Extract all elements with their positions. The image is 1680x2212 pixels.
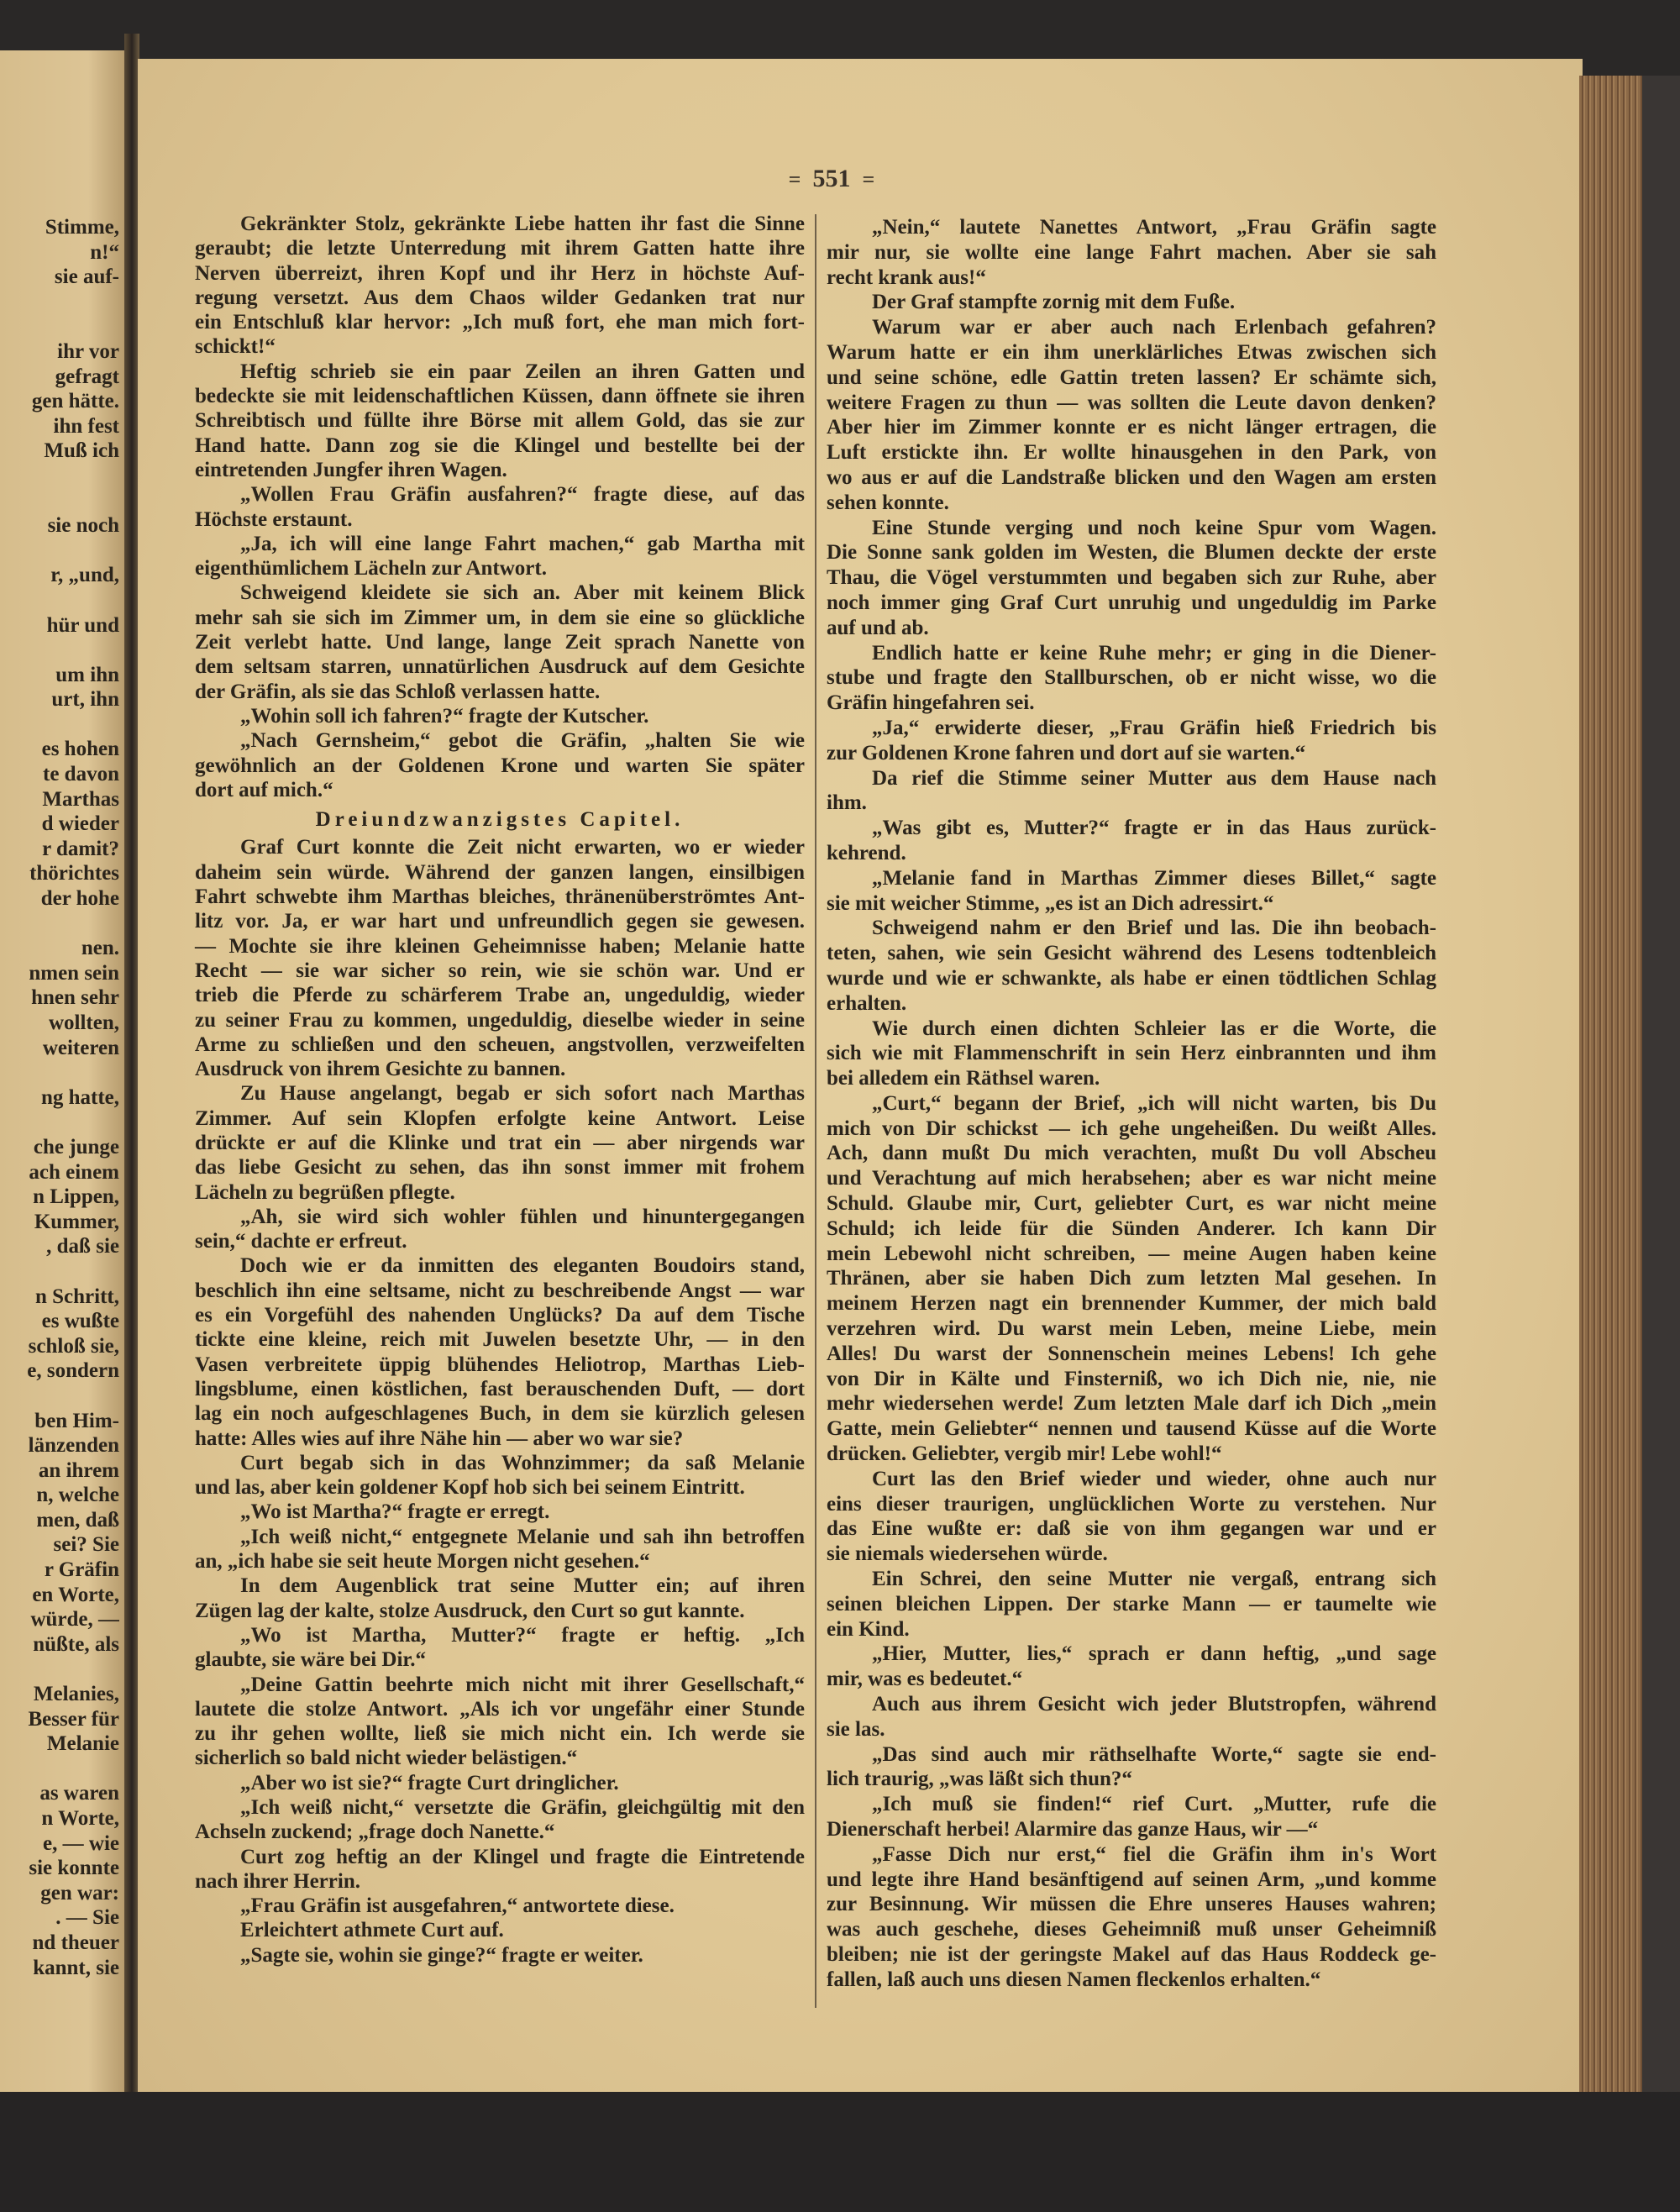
text-line: eintretenden Jungfer ihren Wagen. xyxy=(195,458,507,481)
text-line: Luft erstickte ihn. Er wollte hinausgehen in den Park, von xyxy=(827,441,1436,465)
text-line: trieb die Pferde zu schärferem Trabe an, ungeduldig, wieder xyxy=(195,984,805,1007)
text-line: „Ich weiß nicht,“ entgegnete Melanie und sah ihn betroffen xyxy=(240,1525,805,1548)
fragment-line: hnen sehr xyxy=(31,986,119,1010)
fragment-line: n Lippen, xyxy=(33,1185,119,1209)
text-line: schickt!“ xyxy=(195,335,276,359)
paragraph xyxy=(195,1081,805,1204)
text-line: hatte: Alles wies auf ihre Nähe hin — aber wo war sie? xyxy=(195,1427,684,1450)
fragment-line: sie noch xyxy=(47,514,119,538)
text-line: noch immer ging Graf Curt unruhig und ungeduldig im Parke xyxy=(827,591,1436,614)
fragment-line: d wieder xyxy=(41,812,119,836)
fragment-line: Besser für xyxy=(28,1707,119,1731)
text-line: und las, aber kein goldener Kopf hob sich bei seinem Eintritt. xyxy=(195,1476,745,1500)
book-cover-edge xyxy=(1642,76,1680,2109)
text-line: meinem Herzen nagt ein brennender Kummer, der mich bald xyxy=(827,1292,1436,1316)
fragment-line: Melanies, xyxy=(33,1683,119,1706)
text-line: „Frau Gräfin ist ausgefahren,“ antwortete diese. xyxy=(240,1894,675,1918)
text-line: beschlich ihn eine seltsame, nicht zu beschreibende Angst — war xyxy=(195,1279,805,1302)
fragment-line: nd theuer xyxy=(32,1931,119,1954)
text-line: verzehren wird. Du warst mein Leben, meine Liebe, mein xyxy=(827,1317,1436,1341)
text-line: Eine Stunde verging und noch keine Spur vom Wagen. xyxy=(872,516,1436,539)
text-line: mir nur, sie wollte eine lange Fahrt machen. Aber sie sah xyxy=(827,240,1436,264)
ornament-left: = xyxy=(788,167,801,192)
text-line: sein,“ dachte er erfreut. xyxy=(195,1230,407,1253)
text-line: sie las. xyxy=(827,1717,885,1741)
text-line: Zeit verlebt hatte. Und lange, lange Zeit sprach Nanette von xyxy=(195,631,805,654)
paragraph xyxy=(827,1842,1436,1993)
text-line: dem seltsam starren, unnatürlichen Ausdruck auf dem Gesichte xyxy=(195,655,805,679)
page-number-header xyxy=(748,165,916,193)
fragment-line: r, „und, xyxy=(50,564,119,587)
fragment-line: n Schritt, xyxy=(35,1285,119,1308)
fragment-line: um ihn xyxy=(55,663,119,686)
text-line: seinen bleichen Lippen. Der starke Mann — er taumelte wie xyxy=(827,1592,1436,1616)
text-line: recht krank aus!“ xyxy=(827,265,986,289)
text-line: ein Entschluß klar hervor: „Ich muß fort, ehe man mich fort- xyxy=(195,311,805,334)
text-line: Doch wie er da inmitten des eleganten Boudoirs stand, xyxy=(240,1254,805,1278)
text-column-right xyxy=(827,215,1436,1993)
text-line: Warum hatte er ein ihm unerklärliches Etwas zwischen sich xyxy=(827,340,1436,364)
text-line: es ein Vorgefühl des nahenden Unglücks? Da auf dem Tische xyxy=(195,1304,805,1327)
text-line: Alles! Du warst der Sonnenschein meines Lebens! Ich gehe xyxy=(827,1342,1436,1365)
text-line: was auch geschehe, dieses Geheimniß muß unser Geheimniß xyxy=(827,1918,1436,1941)
text-line: ein Kind. xyxy=(827,1617,910,1641)
paragraph xyxy=(195,728,805,802)
fragment-line: r Gräfin xyxy=(44,1558,119,1582)
text-line: „Ich weiß nicht,“ versetzte die Gräfin, gleichgültig mit den xyxy=(240,1796,805,1819)
fragment-line xyxy=(0,464,119,489)
paragraph xyxy=(195,1525,805,1574)
fragment-line: en Worte, xyxy=(32,1583,119,1606)
paragraph xyxy=(827,641,1436,716)
fragment-line: würde, — xyxy=(30,1608,119,1631)
fragment-line xyxy=(0,1060,119,1085)
text-line: „Wohin soll ich fahren?“ fragte der Kutscher. xyxy=(240,704,649,728)
fragment-line xyxy=(0,712,119,738)
paragraph xyxy=(195,1894,805,1918)
fragment-line: es wußte xyxy=(41,1310,119,1333)
text-line: ihm. xyxy=(827,791,867,815)
fragment-line: gen war: xyxy=(40,1881,119,1905)
text-line: tickte eine kleine, reich mit Juwelen besetzte Uhr, — in den xyxy=(195,1328,805,1352)
text-line: „Ja,“ erwiderte dieser, „Frau Gräfin hieß Friedrich bis xyxy=(872,716,1436,739)
text-line: „Nach Gernsheim,“ gebot die Gräfin, „halten Sie wie xyxy=(240,729,805,753)
paragraph xyxy=(195,532,805,581)
fragment-line: sie auf- xyxy=(54,265,119,289)
paragraph xyxy=(195,1205,805,1254)
paragraph xyxy=(827,1642,1436,1692)
fragment-line: Melanie xyxy=(46,1732,119,1756)
fragment-line xyxy=(0,1757,119,1782)
text-line: Wie durch einen dichten Schleier las er die Worte, die xyxy=(872,1017,1436,1040)
text-line: lautete die stolze Antwort. „Als ich vor ungefähr einer Stunde xyxy=(195,1697,805,1721)
text-column-left xyxy=(195,212,805,1968)
fragment-line: r damit? xyxy=(42,837,119,860)
paragraph xyxy=(195,581,805,703)
paragraph xyxy=(827,766,1436,817)
text-line: Thränen, aber sie haben Dich zum letzten Mal gesehen. In xyxy=(827,1267,1436,1290)
previous-page-text-fragments xyxy=(0,215,119,1980)
text-line: Der Graf stampfte zornig mit dem Fuße. xyxy=(872,291,1236,314)
text-line: sehen konnte. xyxy=(827,491,949,514)
fragment-line: Kummer, xyxy=(34,1210,119,1233)
text-line: lingsblume, einen köstlichen, fast berauschenden Duft, — dort xyxy=(195,1377,805,1400)
text-line: Die Sonne sank golden im Westen, die Blumen deckte der erste xyxy=(827,541,1436,565)
text-line: drückte er auf die Klinke und trat ein — aber nirgends war xyxy=(195,1131,805,1154)
fragment-line: hür und xyxy=(46,613,119,637)
paragraph xyxy=(827,716,1436,766)
text-line: „Wollen Frau Gräfin ausfahren?“ fragte diese, auf das xyxy=(240,483,805,507)
text-line: sicherlich so bald nicht wieder belästigen.“ xyxy=(195,1747,578,1770)
text-line: nach ihrer Herrin. xyxy=(195,1869,360,1893)
paragraph xyxy=(827,1692,1436,1742)
fragment-line: schloß sie, xyxy=(28,1334,119,1358)
text-line: „Hier, Mutter, lies,“ sprach er dann heftig, „und sage xyxy=(872,1642,1436,1666)
paragraph xyxy=(195,1574,805,1623)
text-line: auf und ab. xyxy=(827,616,929,639)
text-line: Dienerschaft herbei! Alarmire das ganze Haus, wir —“ xyxy=(827,1818,1319,1841)
text-line: Höchste erstaunt. xyxy=(195,507,353,531)
fragment-line: ng hatte, xyxy=(40,1085,119,1109)
fragment-line xyxy=(0,1110,119,1135)
text-line: Curt las den Brief wieder und wieder, ohne auch nur xyxy=(872,1467,1436,1490)
paragraph xyxy=(827,816,1436,866)
text-line: „Wo ist Martha, Mutter?“ fragte er heftig. „Ich xyxy=(240,1623,805,1647)
text-line: lag ein noch aufgeschlagenes Buch, in dem sie kürzlich gelesen xyxy=(195,1402,805,1426)
text-line: Schweigend nahm er den Brief und las. Die ihn beobach- xyxy=(872,917,1436,940)
paragraph xyxy=(827,215,1436,290)
text-line: Ein Schrei, den seine Mutter nie vergaß, entrang sich xyxy=(872,1568,1436,1591)
text-line: Vasen verbreitete üppig blühendes Heliotrop, Marthas Lieb- xyxy=(195,1353,805,1376)
fragment-line: ach einem xyxy=(29,1160,119,1184)
text-line: wurde und wie er schwankte, als habe er einen tödtlichen Schlag xyxy=(827,966,1436,990)
text-line: In dem Augenblick trat seine Mutter ein; auf ihren xyxy=(240,1574,805,1598)
fragment-line: n!“ xyxy=(90,240,119,264)
text-line: lich traurig, „was läßt sich thun?“ xyxy=(827,1768,1132,1791)
paragraph xyxy=(195,1451,805,1500)
text-line: „Ja, ich will eine lange Fahrt machen,“ gab Martha mit xyxy=(240,532,805,555)
fragment-line: es hohen xyxy=(41,738,119,761)
text-line: „Das sind auch mir räthselhafte Worte,“ sagte sie end- xyxy=(872,1742,1436,1766)
text-line: Schreibtisch und füllte ihre Börse mit allem Gold, das sie zur xyxy=(195,409,805,433)
text-line: Ausdruck von ihrem Gesichte zu bannen. xyxy=(195,1058,566,1081)
text-line: „Aber wo ist sie?“ fragte Curt dringlicher. xyxy=(240,1771,619,1794)
fragment-line: Stimme, xyxy=(45,216,119,239)
text-line: Nerven überreizt, ihren Kopf und ihr Herz in höchste Auf- xyxy=(195,261,805,285)
text-line: Zügen lag der kalte, stolze Ausdruck, den Curt so gut kannte. xyxy=(195,1599,745,1622)
text-line: Thau, die Vögel verstummten und begaben sich zur Ruhe, aber xyxy=(827,566,1436,590)
background xyxy=(0,2092,1680,2212)
fragment-line xyxy=(0,588,119,613)
text-line: Gatte, mein Geliebter“ nennen und tausend Küsse auf die Worte xyxy=(827,1417,1436,1441)
fragment-line: ben Him- xyxy=(34,1409,119,1432)
text-line: Gräfin hingefahren sei. xyxy=(827,691,1035,715)
text-line: sie niemals wiedersehen würde. xyxy=(827,1542,1108,1566)
text-line: bedeckte sie mit leidenschaftlichen Küssen, dann öffnete sie ihren xyxy=(195,385,805,408)
fragment-line: n Worte, xyxy=(41,1807,119,1830)
fragment-line: e, — wie xyxy=(43,1831,119,1855)
text-line: Zimmer. Auf sein Klopfen erfolgte keine Antwort. Leise xyxy=(195,1106,805,1130)
text-line: und Verachtung auf mich herabsehen; aber es war nicht meine xyxy=(827,1167,1436,1190)
text-line: sie mit weicher Stimme, „es ist an Dich adressirt.“ xyxy=(827,891,1274,915)
paragraph xyxy=(195,1943,805,1968)
fragment-line: te davon xyxy=(43,763,119,786)
text-line: „Wo ist Martha?“ fragte er erregt. xyxy=(240,1500,550,1524)
text-line: das liebe Gesicht zu sehen, das ihn sonst immer mit frohem xyxy=(195,1156,805,1180)
text-line: Hand hatte. Dann zog sie die Klingel und bestellte bei der xyxy=(195,433,805,457)
paragraph xyxy=(827,916,1436,1016)
fragment-line xyxy=(0,912,119,937)
text-line: eins dieser traurigen, unglücklichen Worte zu verstehen. Nur xyxy=(827,1492,1436,1516)
paragraph xyxy=(195,360,805,482)
chapter-heading: Dreiundzwanzigstes Capitel. xyxy=(315,808,685,832)
fragment-line: . — Sie xyxy=(55,1906,119,1930)
text-line: eigenthümlichem Lächeln zur Antwort. xyxy=(195,557,547,581)
text-line: Zu Hause angelangt, begab er sich sofort nach Marthas xyxy=(240,1082,805,1106)
paragraph xyxy=(195,1918,805,1942)
paragraph xyxy=(827,516,1436,641)
text-line: Schuld; ich leide für die Sünden Anderer. Ich kann Dir xyxy=(827,1216,1436,1240)
paragraph xyxy=(195,704,805,728)
text-line: fallen, laß auch uns diesen Namen fleckenlos erhalten.“ xyxy=(827,1968,1321,1991)
text-line: „Was gibt es, Mutter?“ fragte er in das Haus zurück- xyxy=(872,817,1436,840)
paragraph xyxy=(195,1771,805,1795)
fragment-line xyxy=(0,539,119,564)
text-line: Da rief die Stimme seiner Mutter aus dem Hause nach xyxy=(872,766,1436,790)
paragraph xyxy=(195,835,805,1081)
text-line: — Mochte sie ihre kleinen Geheimnisse haben; Melanie hatte xyxy=(195,934,805,958)
text-line: geraubt; die letzte Unterredung mit ihrem Gatten hatte ihre xyxy=(195,237,805,260)
fragment-line xyxy=(0,1259,119,1285)
text-line: bleiben; nie ist der geringste Makel auf das Haus Roddeck ge- xyxy=(827,1942,1436,1966)
fragment-line xyxy=(0,290,119,315)
text-line: sich wie mit Flammenschrift in sein Herz einbrannten und ihm xyxy=(827,1042,1436,1065)
text-line: teten, sahen, wie sein Gesicht während des Lesens todtenbleich xyxy=(827,942,1436,965)
fragment-line: nen. xyxy=(81,937,119,960)
fragment-line: der hohe xyxy=(40,887,119,911)
fragment-line: ihr vor xyxy=(57,339,119,363)
text-line: Heftig schrieb sie ein paar Zeilen an ihren Gatten und xyxy=(240,360,805,383)
text-line: Schweigend kleidete sie sich an. Aber mit keinem Blick xyxy=(240,581,805,605)
fragment-line: nüßte, als xyxy=(33,1632,119,1656)
fragment-line: ihn fest xyxy=(53,414,119,438)
paragraph xyxy=(195,1253,805,1450)
text-line: glaubte, sie wäre bei Dir.“ xyxy=(195,1648,426,1672)
text-line: Curt zog heftig an der Klingel und fragte die Eintretende xyxy=(240,1845,805,1868)
fragment-line: n, welche xyxy=(36,1484,119,1507)
fragment-line: e, sondern xyxy=(27,1359,119,1383)
paragraph xyxy=(827,1792,1436,1842)
text-line: Achseln zuckend; „frage doch Nanette.“ xyxy=(195,1821,555,1844)
fragment-line: thörichtes xyxy=(29,862,119,885)
text-line: mein Lebewohl nicht schreiben, — meine Augen haben keine xyxy=(827,1242,1436,1265)
text-line: dort auf mich.“ xyxy=(195,778,333,801)
text-line: Erleichtert athmete Curt auf. xyxy=(240,1919,504,1942)
paragraph xyxy=(827,1467,1436,1567)
fragment-line: sei? Sie xyxy=(53,1533,119,1557)
text-line: mir, was es bedeutet.“ xyxy=(827,1668,1023,1691)
text-line: Auch aus ihrem Gesicht wich jeder Blutstropfen, während xyxy=(872,1693,1436,1716)
fragment-line: Marthas xyxy=(42,787,119,811)
text-line: und legte ihre Hand besänftigend auf seinen Arm, „und komme xyxy=(827,1868,1436,1891)
fragment-line xyxy=(0,638,119,663)
fragment-line: an ihrem xyxy=(38,1458,119,1482)
text-line: stube und fragte den Stallburschen, ob er nicht wisse, wo die xyxy=(827,666,1436,690)
fragment-line: che junge xyxy=(33,1135,119,1159)
text-line: kehrend. xyxy=(827,841,906,864)
paragraph xyxy=(195,482,805,532)
text-line: wo aus er auf die Landstraße blicken und den Wagen am ersten xyxy=(827,465,1436,489)
text-line: gewöhnlich an der Goldenen Krone und warten Sie später xyxy=(195,754,805,777)
paragraph xyxy=(195,212,805,360)
text-line: von Dir in Kälte und Finsterniß, wo ich Dich nie, nie, nie xyxy=(827,1367,1436,1390)
paragraph xyxy=(195,1500,805,1524)
text-line: „Ah, sie wird sich wohler fühlen und hinuntergegangen xyxy=(240,1205,805,1228)
text-line: „Ich muß sie finden!“ rief Curt. „Mutter, rufe die xyxy=(872,1793,1436,1816)
fragment-line: gen hätte. xyxy=(31,390,119,413)
fragment-line: urt, ihn xyxy=(51,688,119,712)
text-line: „Nein,“ lautete Nanettes Antwort, „Frau Gräfin sagte xyxy=(872,216,1436,239)
text-line: zur Besinnung. Wir müssen die Ehre unseres Hauses wahren; xyxy=(827,1893,1436,1916)
text-line: an, „ich habe sie seit heute Morgen nicht gesehen.“ xyxy=(195,1550,650,1574)
text-line: Ach, dann mußt Du mich verachten, mußt Du voll Abscheu xyxy=(827,1142,1436,1165)
text-line: zu ihr gehen wollte, ließ sie mich nicht ein. Ich werde sie xyxy=(195,1722,805,1746)
text-line: litz vor. Ja, er war hart und unfreundlich gegen sie gewesen. xyxy=(195,910,805,933)
paragraph xyxy=(827,1567,1436,1642)
text-line: Fahrt schwebte ihm Marthas bleiches, thränenüberströmtes Ant- xyxy=(195,885,805,909)
paragraph xyxy=(195,1623,805,1673)
text-line: Endlich hatte er keine Ruhe mehr; er ging in die Diener- xyxy=(872,641,1436,665)
paragraph xyxy=(827,290,1436,315)
text-line: „Curt,“ begann der Brief, „ich will nicht warten, bis Du xyxy=(872,1091,1436,1115)
text-line: Recht — sie war sicher so rein, wie sie schön war. Und er xyxy=(195,959,805,982)
text-line: „Melanie fand in Marthas Zimmer dieses Billet,“ sagte xyxy=(872,866,1436,890)
text-line: daheim sein würde. Während der ganzen langen, einsilbigen xyxy=(195,860,805,884)
text-line: zur Goldenen Krone fahren und dort auf sie warten.“ xyxy=(827,741,1306,764)
paragraph xyxy=(195,1673,805,1771)
text-line: das Eine wußte er: daß sie von ihm gegangen war und er xyxy=(827,1517,1436,1541)
text-line: Gekränkter Stolz, gekränkte Liebe hatten ihr fast die Sinne xyxy=(240,213,805,235)
fragment-line: sie konnte xyxy=(29,1857,119,1880)
text-line: mehr wiedersehen werde! Zum letzten Male darf ich Dich „mein xyxy=(827,1392,1436,1416)
text-line: zu seiner Frau zu kommen, ungeduldig, dieselbe wieder in seine xyxy=(195,1008,805,1032)
fragment-line xyxy=(0,314,119,339)
ornament-right: = xyxy=(862,167,875,192)
text-line: regung versetzt. Aus dem Chaos wilder Gedanken trat nur xyxy=(195,286,805,309)
text-line: mich von Dir schickst — ich gehe ungeheißen. Du weißt Alles. xyxy=(827,1117,1436,1140)
fragment-line: kannt, sie xyxy=(33,1956,119,1979)
fragment-line: as waren xyxy=(39,1782,119,1805)
fragment-line: wollten, xyxy=(48,1011,119,1034)
text-line: weitere Fragen zu thun — was sollten die Leute davon denken? xyxy=(827,391,1436,414)
text-line: Curt begab sich in das Wohnzimmer; da saß Melanie xyxy=(240,1451,805,1474)
text-line: erhalten. xyxy=(827,991,907,1015)
text-line: Arme zu schließen und den scheuen, angstvollen, verzweifelten xyxy=(195,1032,805,1056)
fragment-line: gefragt xyxy=(55,365,119,388)
text-line: der Gräfin, als sie das Schloß verlassen hatte. xyxy=(195,680,601,703)
text-line: Graf Curt konnte die Zeit nicht erwarten, wo er wieder xyxy=(240,836,805,859)
text-line: Schuld. Glaube mir, Curt, geliebter Curt, es war nicht meine xyxy=(827,1192,1436,1216)
text-line: Warum war er aber auch nach Erlenbach gefahren? xyxy=(872,316,1436,339)
fragment-line: men, daß xyxy=(36,1508,119,1532)
page-number: 551 xyxy=(812,165,851,192)
paragraph xyxy=(827,1742,1436,1793)
fragment-line: , daß sie xyxy=(46,1235,119,1258)
text-line: „Fasse Dich nur erst,“ fiel die Gräfin ihm in's Wort xyxy=(872,1842,1436,1866)
paragraph xyxy=(827,866,1436,917)
text-line: bei alledem ein Räthsel waren. xyxy=(827,1067,1100,1090)
fragment-line: weiteren xyxy=(42,1036,119,1059)
paragraph xyxy=(827,1017,1436,1091)
paragraph xyxy=(827,1091,1436,1467)
fragment-line: länzenden xyxy=(28,1434,119,1458)
text-line: und seine schöne, edle Gattin treten lassen? Er schämte sich, xyxy=(827,365,1436,389)
column-divider xyxy=(815,214,816,2008)
text-line: Lächeln zu begrüßen pflegte. xyxy=(195,1180,455,1204)
text-line: „Sagte sie, wohin sie ginge?“ fragte er weiter. xyxy=(240,1943,643,1967)
text-line: „Deine Gattin beehrte mich nicht mit ihrer Gesellschaft,“ xyxy=(240,1673,805,1696)
text-line: mehr sah sie sich im Zimmer um, in dem sie eine so glückliche xyxy=(195,606,805,629)
paragraph xyxy=(195,1795,805,1845)
fragment-line: nmen sein xyxy=(29,961,119,985)
paragraph xyxy=(195,1845,805,1894)
fragment-line xyxy=(0,1657,119,1682)
text-line: drücken. Geliebter, vergib mir! Lebe wohl!“ xyxy=(827,1442,1222,1466)
fragment-line: Muß ich xyxy=(44,439,119,463)
text-line: Aber hier im Zimmer konnte er es nicht länger ertragen, die xyxy=(827,416,1436,439)
paragraph xyxy=(827,315,1436,515)
fragment-line xyxy=(0,489,119,514)
fragment-line xyxy=(0,1384,119,1409)
